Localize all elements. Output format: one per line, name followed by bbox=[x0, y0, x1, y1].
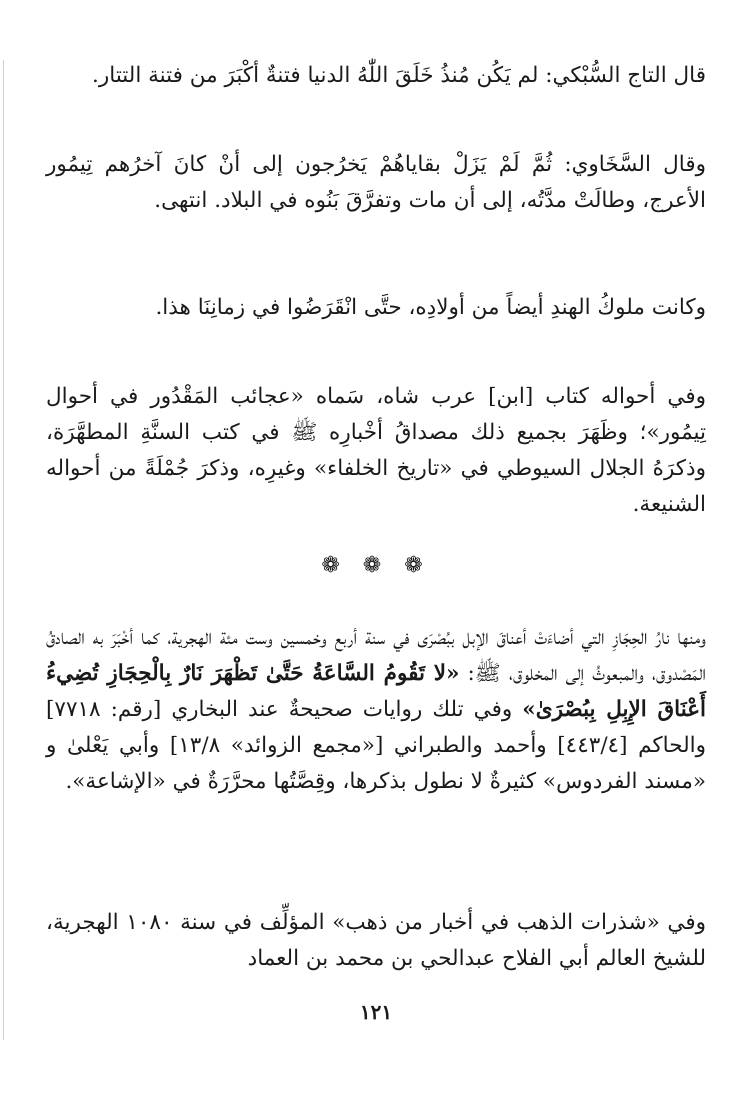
paragraph-hijaz-fire bbox=[46, 620, 706, 800]
section-separator-ornament: ❁ ❁ ❁ bbox=[321, 553, 431, 578]
paragraph-tajj-subki: قال التاج السُّبْكي: لم يَكُن مُنذُ خَلَقَ اللّٰهُ الدنيا فتنةٌ أكْبَرَ من فتنة التتار. bbox=[92, 63, 706, 88]
hijaz-references-text: وفي تلك روايات صحيحةٌ عند البخاري [رقم: ٧٧١٨] والحاكم [٤٤٣/٤] وأحمد والطبراني [«مجمع الزوائد» ١٣/٨] وأبي يَعْلىٰ و «مسند الفردوس» كثيرةٌ لا نطول بذكرها، وقِصَّتُها محرَّرَةٌ في «الإشاعة». bbox=[46, 697, 706, 794]
paragraph-sakhawi: وقال السَّخَاوي: ثُمَّ لَمْ يَزَلْ بقاياهُمْ يَخرُجون إلى أنْ كانَ آخرُهم تِيمُور الأعرج، وطالَتْ مدَّتُه، إلى أن مات وتفرَّقَ بَنُوه في البلاد. انتهى. bbox=[46, 152, 706, 213]
paragraph-timur-book: وفي أحواله كتاب [ابن] عرب شاه، سَماه «عجائب المَقْدُور في أحوال تِيمُور»؛ وظَهَرَ بجميع ذلك مصداقُ أخْبارِه ﷺ في كتب السنَّةِ المطهَّرَة، وذكرَهُ الجلال السيوطي في «تاريخ الخلفاء» وغيرِه، وذكرَ جُمْلَةً من أحواله الشنيعة. bbox=[46, 384, 706, 517]
page-edge-line bbox=[3, 60, 4, 1040]
hadith-quote: «لا تَقُومُ السَّاعَةُ حَتَّىٰ تَظْهَرَ نَارٌ بِالْحِجَازِ تُضِيءُ أَعْنَاقَ الإِبِلِ بِبُصْرَىٰ» bbox=[46, 661, 706, 722]
paragraph-india-kings: وكانت ملوكُ الهندِ أيضاً من أولادِه، حتَّى انْقَرَضُوا في زمانِنَا هذا. bbox=[155, 295, 706, 320]
paragraph-shadharat: وفي «شذرات الذهب في أخبار من ذهب» المؤلِّف في سنة ١٠٨٠ الهجرية، للشيخ العالم أبي الفلاح عبدالحي بن محمد بن العماد bbox=[46, 910, 706, 971]
hijaz-intro-text: ومنها نارُ الحِجَازِ التي أضاءَتْ أعناقَ الإبل ببُصْرَى في سنة أربع وخمسين وست مئة الهجرية، كما أخْبَرَ به الصادقُ المَصْدوق، والمبعوثُ إلى المخلوق، ﷺ: bbox=[46, 625, 706, 686]
page-number: ١٢١ bbox=[359, 1000, 393, 1024]
